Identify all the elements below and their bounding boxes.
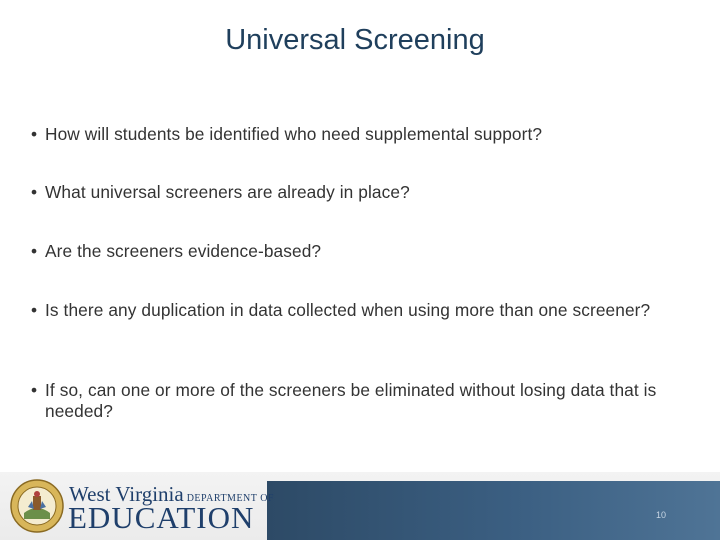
bullet-text: What universal screeners are already in place? <box>45 182 410 202</box>
bullet-dot: • <box>31 124 38 144</box>
bullet-item <box>31 241 685 262</box>
slide-footer <box>0 472 720 540</box>
bullet-item <box>31 300 685 321</box>
bullet-dot: • <box>31 300 38 320</box>
footer-color-bar <box>267 481 720 540</box>
logo-department-label: DEPARTMENT OF <box>186 493 274 504</box>
bullet-item <box>31 182 685 203</box>
state-seal-icon <box>10 479 64 533</box>
page-number: 10 <box>656 510 667 520</box>
bullet-dot: • <box>31 182 38 202</box>
bullet-dot: • <box>31 380 38 400</box>
bullet-text: How will students be identified who need supplemental support? <box>45 124 543 144</box>
logo-state-name: West Virginia <box>69 482 184 506</box>
bullet-text: Are the screeners evidence-based? <box>45 241 322 261</box>
bullet-text: If so, can one or more of the screeners be eliminated without losing data that is needed? <box>45 380 657 421</box>
logo-education-wordmark: EDUCATION <box>68 500 255 535</box>
bullet-text: Is there any duplication in data collected when using more than one screener? <box>45 300 651 320</box>
slide-title: Universal Screening <box>225 24 485 56</box>
bullet-dot: • <box>31 241 38 261</box>
bullet-item <box>31 124 685 145</box>
bullet-item <box>31 380 685 422</box>
